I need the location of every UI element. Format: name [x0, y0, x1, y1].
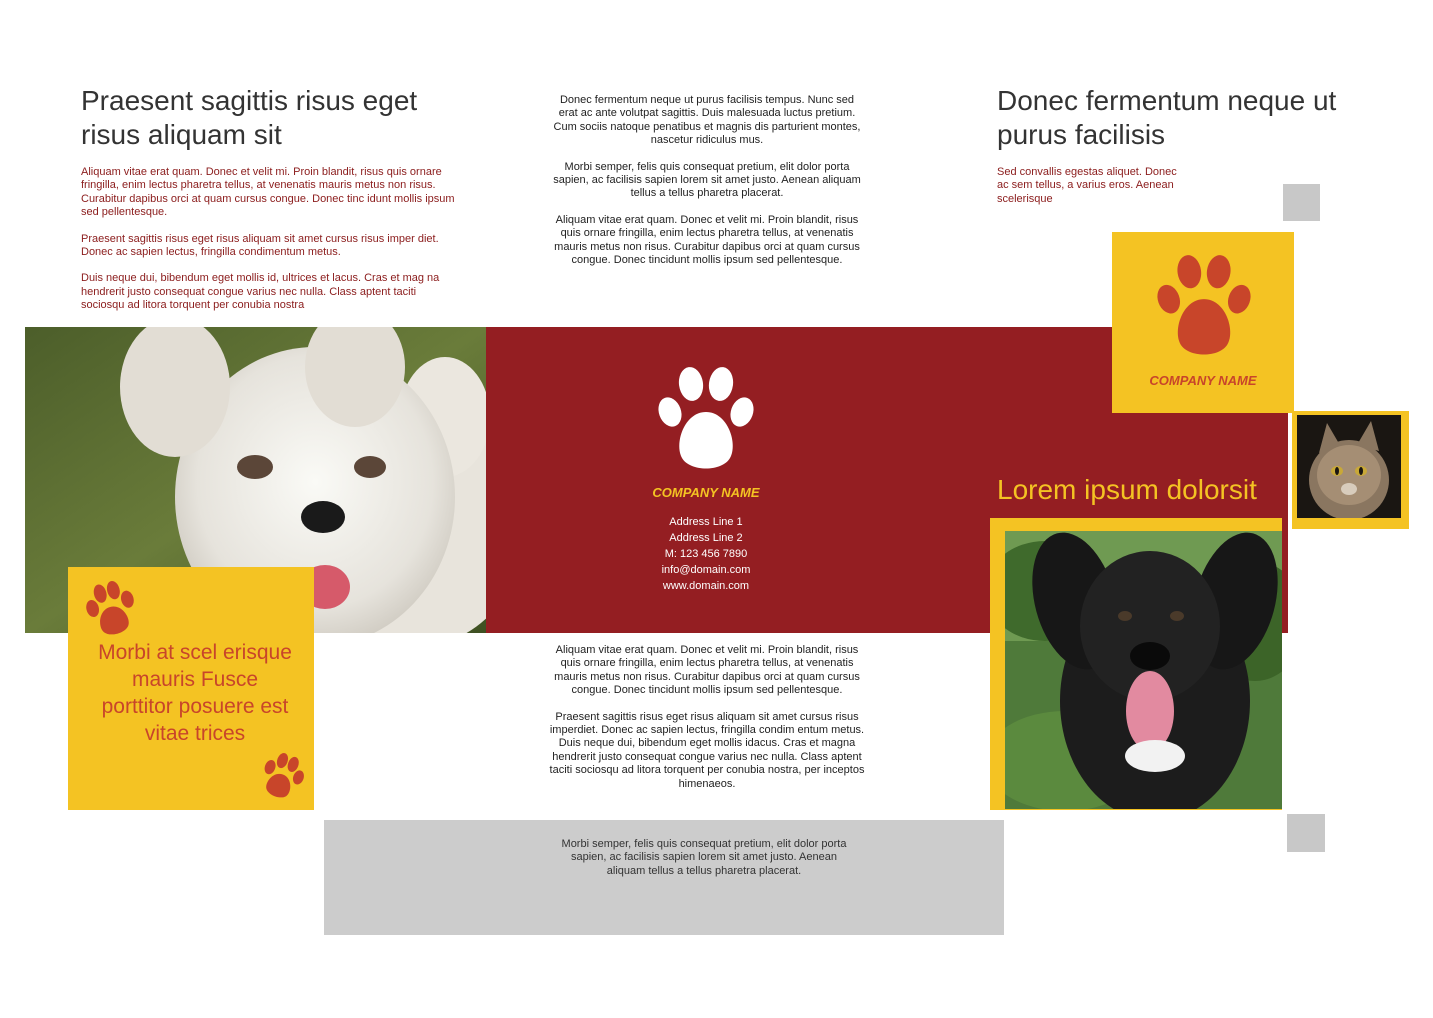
right-logo-box — [1112, 232, 1294, 413]
gray-box-text: Morbi semper, felis quis consequat pretium, elit dolor porta sapien, ac facilisis sapien lorem sit amet justo. Aenean aliquam tellus a tellus pharetra placerat. — [561, 838, 847, 877]
decorative-square — [1283, 184, 1320, 221]
decorative-square — [1287, 814, 1325, 852]
right-intro: Sed convallis egestas aliquet. Donec ac sem tellus, a varius eros. Aenean scelerisque — [997, 166, 1177, 205]
email-address: info@domain.com — [661, 564, 751, 576]
left-paragraph-1: Aliquam vitae erat quam. Donec et velit mi. Proin blandit, risus quis ornare fringilla, enim lectus pharetra tellus, at venenatis mauris metus non risus. Curabitur dapibus orci at quam cursus congue. Donec tinc idunt mollis ipsum sed pellentesque. — [81, 166, 455, 219]
paw-icon — [1155, 252, 1253, 360]
middle-paragraph-5: Praesent sagittis risus eget risus aliquam sit amet cursus risus imperdiet. Donec ac sapien lectus, fringilla condim entum metus. Duis neque dui, bibendum eget mollis idacus. Cras et magna hendrerit justo consequat congue varius nec nulla. Class aptent taciti sociosqu ad litora torquent per conubia nostra, per inceptos himenaeos. — [549, 710, 865, 790]
right-tagline: Lorem ipsum dolorsit — [997, 474, 1257, 505]
address-block — [606, 514, 806, 594]
middle-bottom-text — [548, 644, 866, 804]
gray-text-box — [324, 820, 1004, 935]
paw-icon — [656, 364, 756, 474]
black-dog-photo — [1005, 531, 1282, 809]
middle-paragraph-4: Aliquam vitae erat quam. Donec et velit mi. Proin blandit, risus quis ornare fringilla, enim lectus pharetra tellus, at venenatis mauris metus non risus. Curabitur dapibus orci at quam cursus congue. Donec tincidunt mollis ipsum sed pellentesque. — [554, 644, 860, 697]
left-heading: Praesent sagittis risus eget risus aliquam sit — [81, 85, 418, 150]
middle-paragraph-3: Aliquam vitae erat quam. Donec et velit mi. Proin blandit, risus quis ornare fringilla, enim lectus pharetra tellus, at venenatis mauris metus non risus. Curabitur dapibus orci at quam cursus congue. Donec tincidunt mollis ipsum sed pellentesque. — [554, 213, 860, 267]
dog-photo-frame — [990, 518, 1282, 810]
middle-top-text — [552, 94, 862, 280]
phone-number: M: 123 456 7890 — [664, 548, 748, 560]
right-heading: Donec fermentum neque ut purus facilisis — [997, 85, 1337, 150]
address-line-2: Address Line 2 — [669, 532, 743, 544]
callout-text: Morbi at scel erisque mauris Fusce porttitor posuere est vitae trices — [98, 641, 292, 745]
website-url: www.domain.com — [662, 580, 750, 592]
right-company-name: COMPANY NAME — [1149, 373, 1257, 388]
paw-icon — [256, 751, 308, 803]
cat-photo-frame — [1292, 411, 1409, 529]
left-callout-box — [68, 567, 314, 810]
left-paragraph-3: Duis neque dui, bibendum eget mollis id, ultrices et lacus. Cras et mag na hendrerit justo consequat congue varius nec nulla. Class aptent taciti sociosqu ad litora torquent per conubia nostra — [81, 272, 440, 312]
left-panel-text — [81, 84, 461, 326]
company-name: COMPANY NAME — [652, 485, 760, 500]
middle-paragraph-1: Donec fermentum neque ut purus facilisis tempus. Nunc sed erat ac ante volutpat sagittis. Duis malesuada luctus pretium. Cum sociis natoque penatibus et magnis dis parturient montes, nascetur ridiculus mus. — [553, 94, 861, 147]
middle-paragraph-2: Morbi semper, felis quis consequat pretium, elit dolor porta sapien, ac facilisis sapien lorem sit amet justo. Aenean aliquam tellus a tellus pharetra placerat. — [553, 160, 861, 200]
cat-photo — [1297, 415, 1401, 518]
paw-icon — [80, 579, 142, 641]
address-line-1: Address Line 1 — [669, 516, 743, 528]
left-paragraph-2: Praesent sagittis risus eget risus aliquam sit amet cursus risus imper diet. Donec ac sapien lectus, fringilla condimentum metus. — [81, 232, 439, 259]
